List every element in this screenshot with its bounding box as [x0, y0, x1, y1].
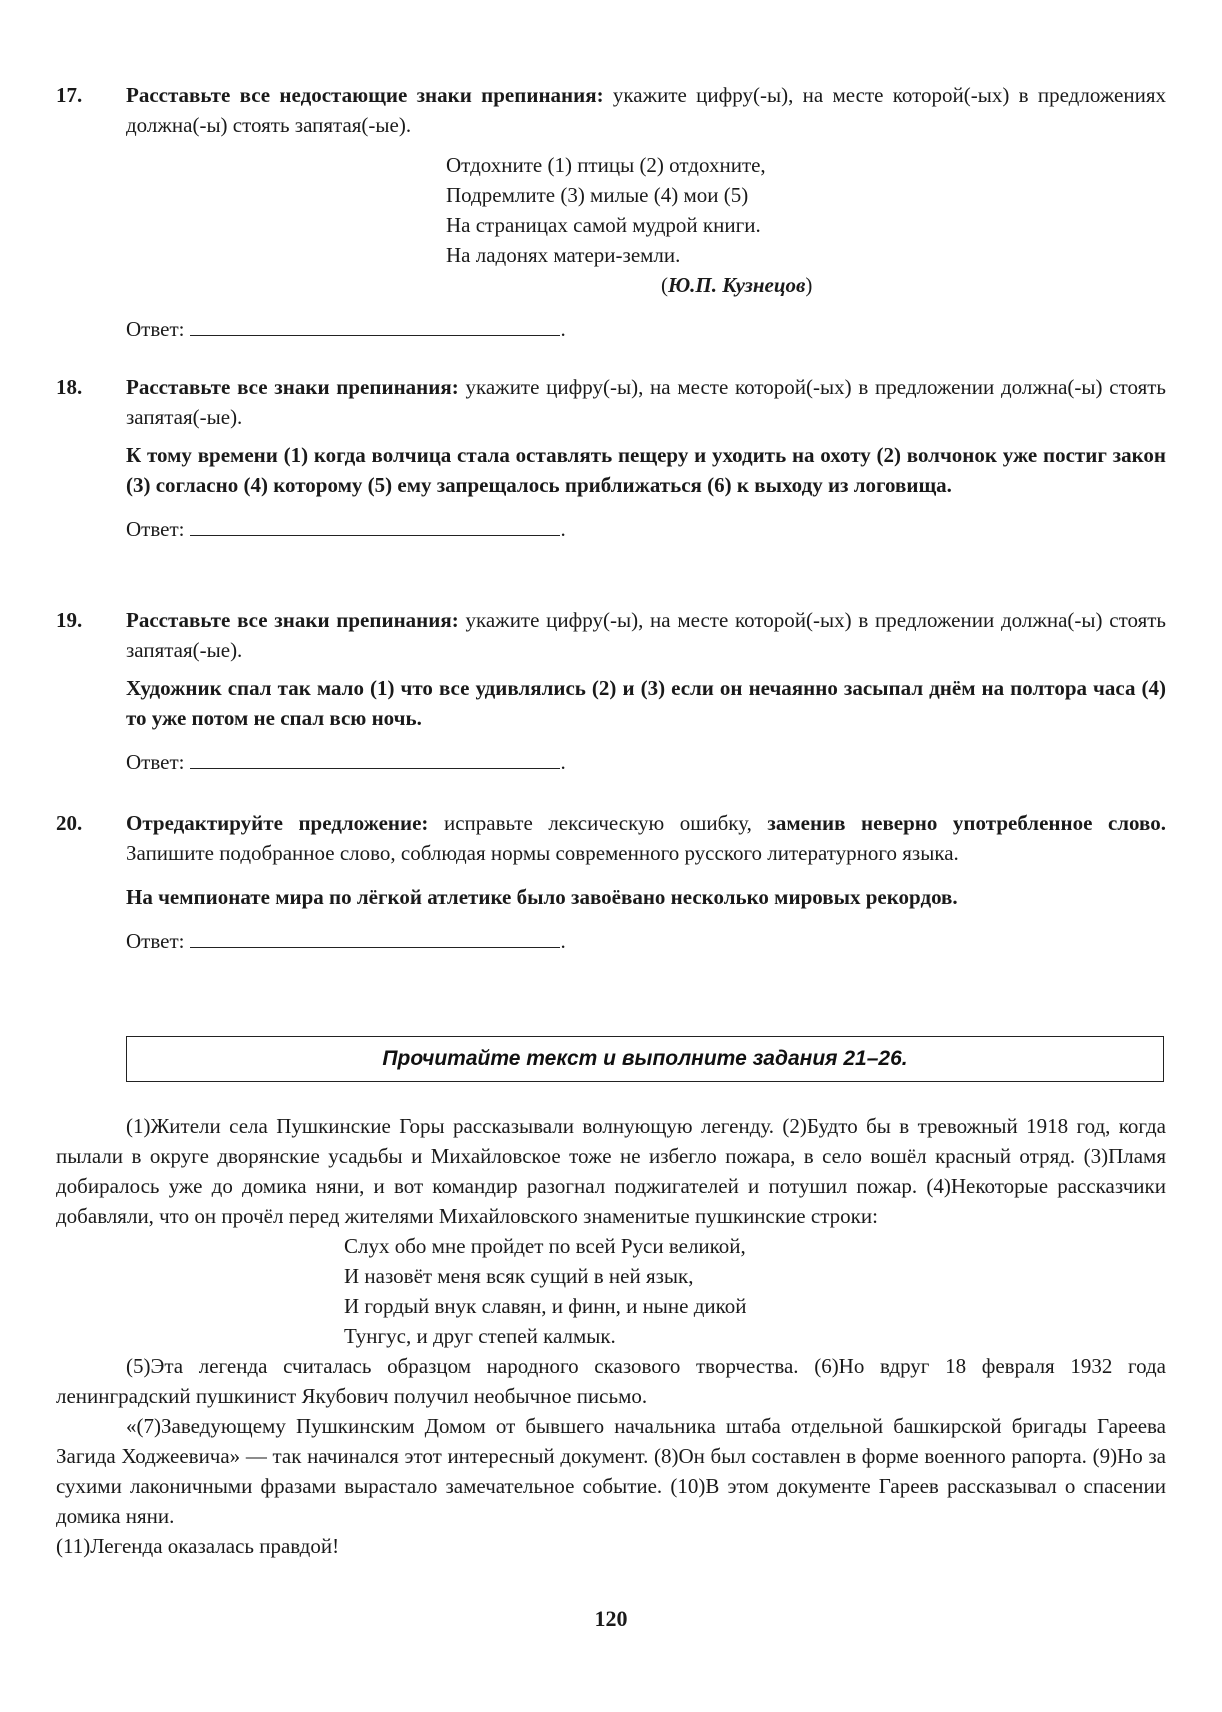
text-paragraph: (11)Легенда оказалась правдой!	[56, 1534, 340, 1558]
task-instruction	[126, 808, 1166, 868]
task-number: 20.	[56, 811, 83, 835]
verse-line: Тунгус, и друг степей калмык.	[344, 1324, 616, 1348]
task-number: 17.	[56, 83, 83, 107]
poem-author: (Ю.П. Кузнецов)	[661, 273, 813, 297]
answer-field[interactable]	[190, 927, 560, 948]
answer-label: Ответ:	[126, 929, 185, 953]
task-19	[56, 605, 1166, 777]
instruction-rest: укажите цифру(-ы), на месте которой(-ых) в предложениях должна(-ы) стоять запятая(-ые).	[126, 83, 1166, 137]
answer-row: Ответ: .	[126, 750, 566, 774]
answer-row: Ответ: .	[126, 517, 566, 541]
reading-text	[56, 1111, 1166, 1561]
task-17	[56, 80, 1166, 344]
instruction-bold: Расставьте все знаки препинания:	[126, 375, 459, 399]
instruction-mid: исправьте лексическую ошибку,	[428, 811, 768, 835]
poem-line: Подремлите (3) милые (4) мои (5)	[446, 183, 749, 207]
answer-row: Ответ: .	[126, 317, 566, 341]
answer-field[interactable]	[190, 315, 560, 336]
task-18	[56, 372, 1166, 544]
section-banner	[126, 1036, 1164, 1082]
instruction-bold: Расставьте все недостающие знаки препинания:	[126, 83, 604, 107]
poem-line: На ладонях матери-земли.	[446, 243, 681, 267]
verse-line: И гордый внук славян, и финн, и ныне дикой	[344, 1294, 747, 1318]
task-sentence: Художник спал так мало (1) что все удивлялись (2) и (3) если он нечаянно засыпал днём на полтора часа (4) то уже потом не спал всю ночь.	[126, 676, 1166, 730]
task-instruction	[126, 80, 1166, 140]
instruction-bold: Расставьте все знаки препинания:	[126, 608, 459, 632]
poem	[446, 150, 1166, 300]
text-paragraph: «(7)Заведующему Пушкинским Домом от бывшего начальника штаба отдельной башкирской бригады Гареева Загида Ходжеевича» — так начинался этот интересный документ. (8)Он был составлен в форме военного рапорта. (9)Но за сухими лаконичными фразами вырастало замечательное событие. (10)В этом документе Гареев рассказывал о спасении домика няни.	[56, 1414, 1166, 1528]
banner-text: Прочитайте текст и выполните задания 21–26.	[382, 1047, 908, 1070]
answer-label: Ответ:	[126, 750, 185, 774]
text-paragraph: (5)Эта легенда считалась образцом народного сказового творчества. (6)Но вдруг 18 февраля 1932 года ленинградский пушкинист Якубович получил необычное письмо.	[56, 1354, 1166, 1408]
instruction-bold: Отредактируйте предложение:	[126, 811, 429, 835]
instruction-rest: укажите цифру(-ы), на месте которой(-ых) в предложении должна(-ы) стоять запятая(-ые).	[126, 608, 1166, 662]
poem-line: На страницах самой мудрой книги.	[446, 213, 761, 237]
task-sentence: На чемпионате мира по лёгкой атлетике было завоёвано несколько мировых рекордов.	[126, 885, 958, 909]
text-paragraph: (1)Жители села Пушкинские Горы рассказывали волнующую легенду. (2)Будто бы в тревожный 1918 год, когда пылали в округе дворянские усадьбы и Михайловское тоже не избегло пожара, в село вошёл красный отряд. (3)Пламя добиралось уже до домика няни, и вот командир разогнал поджигателей и потушил пожар. (4)Некоторые рассказчики добавляли, что он прочёл перед жителями Михайловского знаменитые пушкинские строки:	[56, 1114, 1166, 1228]
task-number: 19.	[56, 608, 83, 632]
poem-line: Отдохните (1) птицы (2) отдохните,	[446, 153, 766, 177]
answer-row: Ответ: .	[126, 929, 566, 953]
task-instruction	[126, 372, 1166, 432]
answer-label: Ответ:	[126, 317, 185, 341]
answer-field[interactable]	[190, 515, 560, 536]
answer-field[interactable]	[190, 748, 560, 769]
page-number: 120	[594, 1606, 628, 1631]
task-number: 18.	[56, 375, 83, 399]
instruction-rest: Запишите подобранное слово, соблюдая нормы современного русского литературного языка.	[126, 841, 959, 865]
task-20	[56, 808, 1166, 956]
answer-label: Ответ:	[126, 517, 185, 541]
instruction-rest: укажите цифру(-ы), на месте которой(-ых) в предложении должна(-ы) стоять запятая(-ые).	[126, 375, 1166, 429]
verse-line: И назовёт меня всяк сущий в ней язык,	[344, 1264, 694, 1288]
verse-line: Слух обо мне пройдет по всей Руси великой,	[344, 1234, 746, 1258]
task-instruction	[126, 605, 1166, 665]
instruction-bold: заменив неверно употребленное слово.	[767, 811, 1166, 835]
task-sentence: К тому времени (1) когда волчица стала оставлять пещеру и уходить на охоту (2) волчонок уже постиг закон (3) согласно (4) которому (5) ему запрещалось приближаться (6) к выходу из логовища.	[126, 443, 1166, 497]
